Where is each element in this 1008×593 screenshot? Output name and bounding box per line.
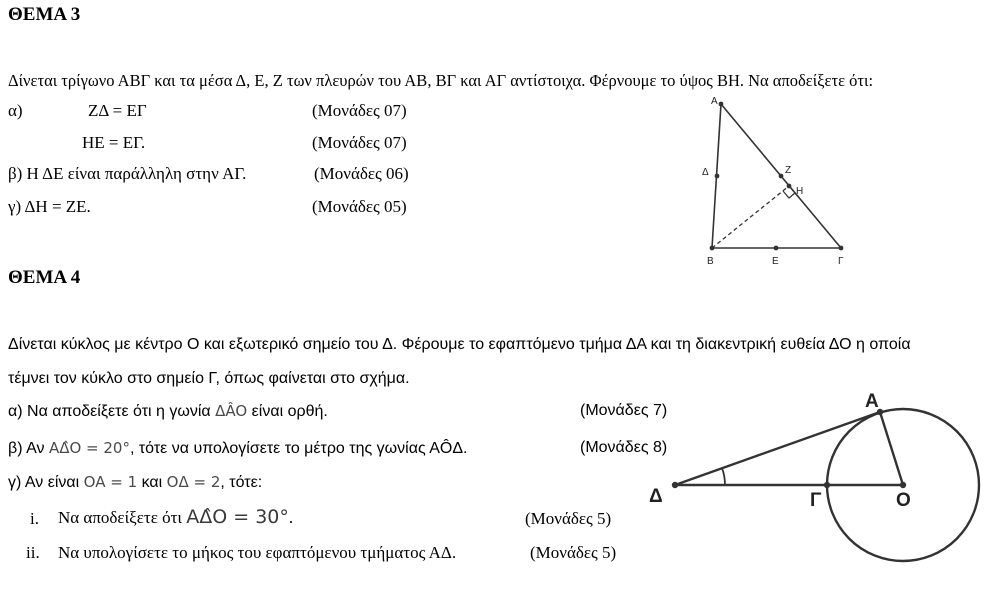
theme4-item-a-text: α) Να αποδείξετε ότι η γωνία xyxy=(8,403,211,420)
radius-oa xyxy=(880,412,903,485)
point-d xyxy=(715,174,720,179)
label-h: Η xyxy=(796,186,804,197)
theme4-item-b xyxy=(8,439,467,458)
theme4-item-cii-text: Να υπολογίσετε το μήκος του εφαπτόμενου τμήματος ΑΔ. xyxy=(58,543,457,562)
theme4-item-b-text: β) Αν xyxy=(8,440,45,457)
theme4-item-ci-num: i. xyxy=(30,509,39,528)
theme3-item-a-label: α) xyxy=(8,101,23,120)
theme4-item-b-math: AΔ̂O = 20° xyxy=(48,439,130,457)
label-e: Ε xyxy=(772,256,779,267)
label-g: Γ xyxy=(838,256,844,267)
theme4-item-b-after: , τότε να υπολογίσετε το μέτρο της γωνίας ΑÔΔ. xyxy=(129,440,468,457)
angle-arc-d xyxy=(722,468,725,485)
theme3-item-a2-points: (Μονάδες 07) xyxy=(312,133,407,152)
point-z xyxy=(779,174,784,179)
theme4-heading: ΘΕΜΑ 4 xyxy=(8,267,81,288)
label-o: Ο xyxy=(896,490,911,511)
theme4-item-a xyxy=(8,402,328,421)
theme3-heading: ΘΕΜΑ 3 xyxy=(8,4,81,25)
theme4-item-cii-points: (Μονάδες 5) xyxy=(530,543,617,562)
theme4-item-ci-after: . xyxy=(288,508,294,527)
label-a: Α xyxy=(865,391,879,412)
theme3-item-b-points: (Μονάδες 06) xyxy=(314,164,409,183)
theme4-item-a-points: (Μονάδες 7) xyxy=(580,402,668,419)
point-b xyxy=(710,246,715,251)
label-d: Δ xyxy=(702,167,709,178)
theme3-item-b-text: β) Η ΔΕ είναι παράλληλη στην ΑΓ. xyxy=(8,164,247,183)
label-a: Α xyxy=(711,96,718,107)
tangent-da xyxy=(675,412,880,485)
theme3-item-a1-points: (Μονάδες 07) xyxy=(312,101,407,120)
label-z: Ζ xyxy=(785,165,792,176)
theme3-item-c-text: γ) ΔΗ = ΖΕ. xyxy=(8,197,91,216)
theme3-intro: Δίνεται τρίγωνο ΑΒΓ και τα μέσα Δ, Ε, Ζ των πλευρών του ΑΒ, ΒΓ και ΑΓ αντίστοιχα. Φέρνουμε το ύψος ΒΗ. Να αποδείξετε ότι: xyxy=(8,71,874,90)
point-o xyxy=(900,482,906,488)
theme4-item-cii-num: ii. xyxy=(26,543,40,562)
theme4-item-ci-text: Να αποδείξετε ότι xyxy=(58,508,182,527)
theme4-item-a-after: είναι ορθή. xyxy=(251,403,328,420)
theme4-item-b-points: (Μονάδες 8) xyxy=(580,439,668,456)
theme4-item-c-math1: OA = 1 xyxy=(83,473,138,491)
theme4-item-ci xyxy=(58,506,293,528)
theme4-item-c-mid: και xyxy=(141,474,163,491)
label-b: Β xyxy=(707,256,714,267)
theme4-item-a-math: ΔÂO xyxy=(215,402,248,420)
theme4-intro-line2: τέμνει τον κύκλο στο σημείο Γ, όπως φαίνεται στο σχήμα. xyxy=(8,370,410,387)
point-e xyxy=(774,246,779,251)
altitude-bh xyxy=(712,186,789,248)
label-d: Δ xyxy=(649,486,663,507)
point-h xyxy=(787,184,792,189)
theme4-circle-figure xyxy=(640,380,990,590)
theme4-item-c xyxy=(8,473,262,492)
theme3-triangle-figure xyxy=(690,90,860,270)
theme3-item-c-points: (Μονάδες 05) xyxy=(312,197,407,216)
theme4-item-ci-math: AΔ̂O = 30° xyxy=(186,506,289,528)
theme3-item-a1-text: ΖΔ = ΕΓ xyxy=(88,101,147,120)
theme4-intro-line1: Δίνεται κύκλος με κέντρο Ο και εξωτερικό σημείο του Δ. Φέρουμε το εφαπτόμενο τμήμα ΔΑ και τη διακεντρική ευθεία ΔΟ η οποία xyxy=(8,336,911,353)
theme3-item-a2-text: ΗΕ = ΕΓ. xyxy=(82,133,146,152)
theme4-item-c-math2: OΔ = 2 xyxy=(166,473,221,491)
theme4-item-c-after: , τότε: xyxy=(220,474,263,491)
point-a xyxy=(719,102,724,107)
point-g xyxy=(839,246,844,251)
label-g: Γ xyxy=(810,490,822,511)
theme4-item-ci-points: (Μονάδες 5) xyxy=(525,509,612,528)
point-g xyxy=(824,482,830,488)
point-d xyxy=(672,482,678,488)
theme4-item-c-text: γ) Αν είναι xyxy=(8,474,80,491)
